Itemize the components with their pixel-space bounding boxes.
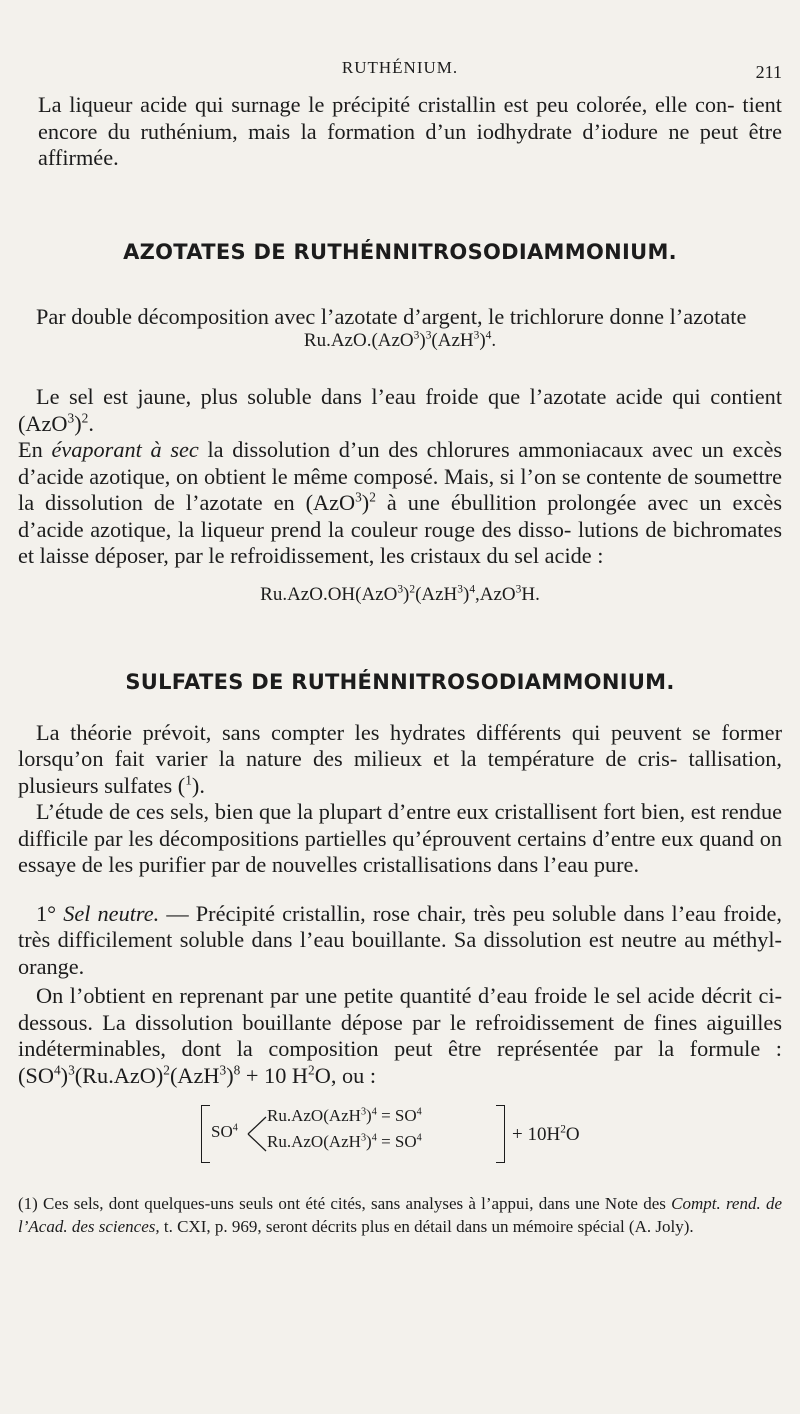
sulfates-paragraph-neutral-salt: 1° Sel neutre. — Précipité cristallin, rose chair, très peu soluble dans l’eau froide, très difficilement soluble dans l’eau bouillante. Sa dissolution est neutre au méthyl-orange. [18, 900, 782, 979]
intro-paragraph: La liqueur acide qui surnage le précipité cristallin est peu colorée, elle con- tient encore du ruthénium, mais la formation d’un iodhydrate d’iodure ne peut être affirmée. [38, 92, 783, 170]
running-title: RUTHÉNIUM. [341, 58, 459, 77]
formula-row-2: $Ru.AzO(AzH^3)^4 = SO^4$ [267, 1132, 422, 1151]
azotates-paragraph-1: Par double décomposition avec l’azotate d’argent, le trichlorure donne l’azotate [36, 303, 747, 329]
formula-azotate: $Ru.AzO.(AzO^3)^3(AzH^3)^4$. [303, 329, 497, 351]
emphasis-sel-neutre: Sel neutre. [63, 900, 160, 926]
formula-row-1: $Ru.AzO(AzH^3)^4 = SO^4$ [267, 1106, 422, 1125]
page-header [18, 0, 782, 92]
structural-formula [18, 1103, 782, 1167]
sulfates-paragraph-preparation: On l’obtient en reprenant par une petite quantité d’eau froide le sel acide décrit ci-dessous. La dissolution bouillante dépose par le refroidissement de fines aiguilles indéterminables, dont la composition peut être représentée par la formule : $(SO^4)^3(Ru.AzO)^2(AzH^3)^8 + 10$ $H^2O$, ou : [18, 983, 783, 1088]
formula-left-group: $SO^4$ [211, 1122, 238, 1141]
right-bracket [496, 1105, 505, 1163]
emphasis-compt-rend: Compt. rend. de l’Acad. des sciences, [18, 1194, 783, 1236]
sulfates-paragraph-1: La théorie prévoit, sans compter les hydrates différents qui peuvent se former lorsqu’on fait varier la nature des milieux et la température de cris- tallisation, plusieurs sulfates ($^1$). [18, 719, 783, 798]
sulfates-paragraph-2: L’étude de ces sels, bien que la plupart d’entre eux cristallisent fort bien, est rendue difficile par les décompositions partielles qu’éprouvent certains d’entre eux quand on essaye de les purifier par de nouvelles cristallisations dans l’eau pure. [18, 799, 782, 877]
branch-lines [247, 1111, 267, 1157]
section-heading-azotates: AZOTATES DE RUTHÉNNITROSODIAMMONIUM. [123, 239, 677, 264]
emphasis-evaporant: évaporant à sec [51, 437, 199, 462]
left-bracket [201, 1105, 210, 1163]
azotates-paragraph-2: Le sel est jaune, plus soluble dans l’eau froide que l’azotate acide qui contient $(AzO^3)^2$. En évaporant à sec la dissolution d’un des chlorures ammoniacaux avec un excès d’acide azotique, on obtient le même composé. Mais, si l’on se contente de soumettre la dissolution de l’azotate en $(AzO^3)^2$ à une ébullition prolongée avec un excès d’acide azotique, la liqueur prend la couleur rouge des disso- lutions de bichromates et laisse déposer, par le refroidissement, les cristaux du sel acide : [18, 384, 783, 568]
page-number: 211 [755, 62, 782, 82]
document-page [18, 0, 782, 1414]
formula-water-term: + $10H^2O$ [512, 1123, 580, 1145]
footnote: (1) Ces sels, dont quelques-uns seuls ont été cités, sans analyses à l’appui, dans une Note des Compt. rend. de l’Acad. des sciences, t. CXI, p. 969, seront décrits plus en détail dans un mémoire spécial (A. Joly). [18, 1194, 783, 1236]
formula-acid-salt: $Ru.AzO.OH(AzO^3)^2(AzH^3)^4,AzO^3H$. [260, 583, 540, 605]
section-heading-sulfates: SULFATES DE RUTHÉNNITROSODIAMMONIUM. [125, 669, 675, 694]
